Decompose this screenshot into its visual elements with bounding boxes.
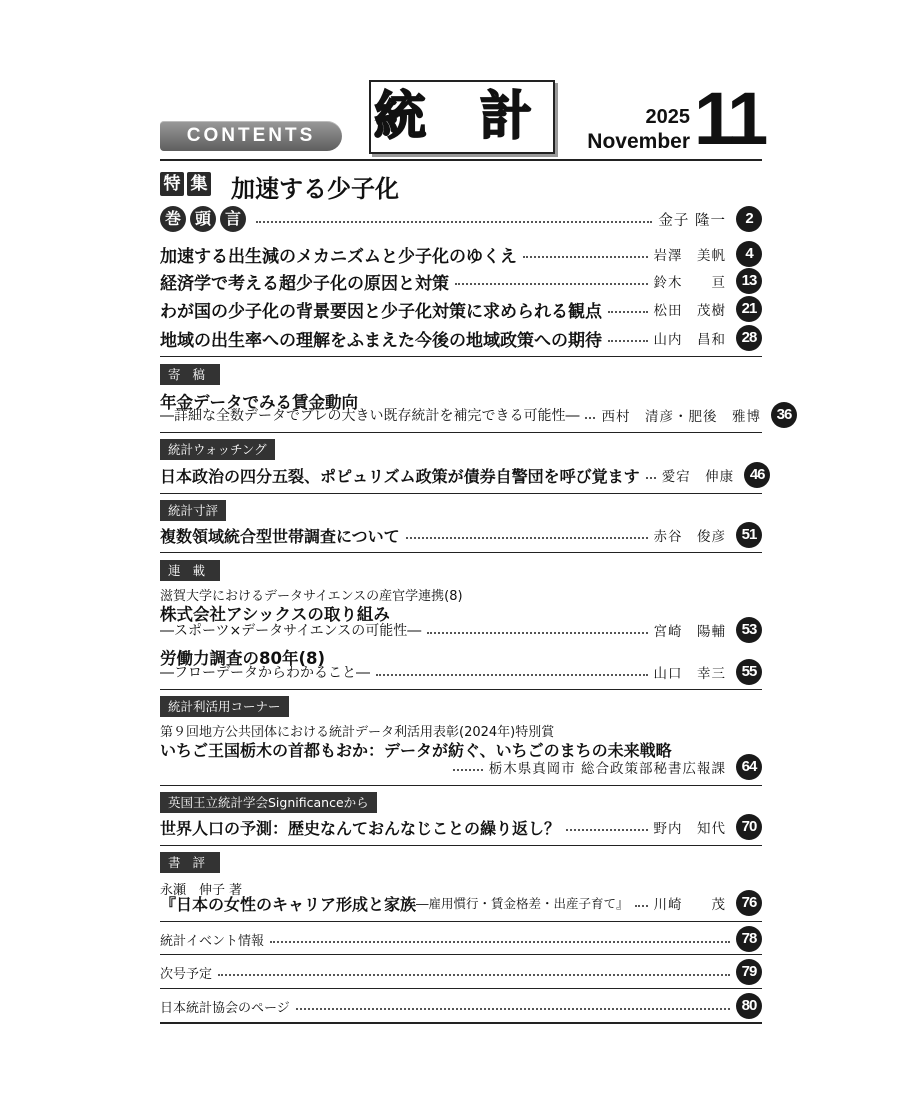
page-number-badge: 21	[736, 296, 762, 322]
entry-subtitle: ―雇用慣行・賃金格差・出産子育て』	[416, 896, 629, 911]
issue-month-name: November	[587, 130, 690, 153]
page-number-badge: 64	[736, 754, 762, 780]
entry-title: 日本政治の四分五裂、ポピュリズム政策が債券自警団を呼び覚ます	[160, 466, 640, 486]
section-rule	[160, 785, 762, 786]
award-title: 第９回地方公共団体における統計データ利活用表彰(2024年)特別賞	[160, 725, 555, 740]
entry-author: 川崎 茂	[653, 897, 726, 913]
toc-entry[interactable]	[160, 889, 762, 917]
toc-entry[interactable]	[160, 267, 762, 295]
section-rule	[160, 988, 762, 989]
page-number-badge: 76	[736, 890, 762, 916]
toc-entry[interactable]	[160, 813, 762, 841]
entry-title: 統計イベント情報	[160, 933, 265, 949]
dot-leader	[455, 283, 648, 285]
dot-leader	[566, 829, 647, 831]
preface-badge-char: 頭	[190, 206, 216, 232]
feature-title: 加速する少子化	[231, 175, 399, 203]
book-author: 永瀬 伸子 著	[160, 883, 243, 898]
dot-leader	[608, 311, 648, 313]
entry-title[interactable]: いちご王国栃木の首都もおか：データが紡ぐ、いちごのまちの未来戦略	[160, 741, 672, 760]
page-number-badge: 55	[736, 659, 762, 685]
page-number-badge: 80	[736, 993, 762, 1019]
entry-author: 松田 茂樹	[653, 303, 726, 319]
entry-author: 鈴木 亘	[653, 275, 726, 291]
toc-entry[interactable]	[160, 753, 762, 781]
section-tag-rensai: 連載	[160, 560, 220, 581]
section-tag-significance: 英国王立統計学会Significanceから	[160, 792, 377, 813]
entry-title: わが国の少子化の背景要因と少子化対策に求められる観点	[160, 301, 602, 322]
contents-label: CONTENTS	[160, 121, 342, 151]
entry-title: 『日本の女性のキャリア形成と家族	[160, 894, 417, 914]
toc-entry[interactable]	[160, 616, 762, 644]
magazine-title: 統 計	[369, 80, 555, 154]
section-rule	[160, 552, 762, 553]
dot-leader	[256, 221, 652, 223]
feature-badge	[160, 172, 214, 196]
page-number-badge: 70	[736, 814, 762, 840]
section-rule	[160, 921, 762, 922]
entry-title[interactable]: 株式会社アシックスの取り組み	[160, 605, 390, 624]
entry-author: 愛宕 伸康	[661, 469, 735, 485]
issue-year: 2025	[645, 106, 690, 128]
entry-subtitle: ―スポーツ×データサイエンスの可能性―	[160, 623, 422, 639]
section-rule	[160, 493, 762, 494]
dot-leader	[646, 477, 656, 479]
section-tag-watching: 統計ウォッチング	[160, 439, 275, 460]
entry-title: 日本統計協会のページ	[160, 1000, 290, 1016]
toc-entry[interactable]	[160, 958, 762, 986]
toc-entry[interactable]	[160, 925, 762, 953]
page-number-badge: 2	[736, 206, 762, 232]
entry-author: 西村 清彦・肥後 雅博	[601, 409, 761, 425]
entry-title: 次号予定	[160, 966, 213, 982]
entry-author: 野内 知代	[653, 821, 726, 837]
section-rule	[160, 356, 762, 357]
preface-badge	[160, 206, 250, 232]
section-tag-sunpyo: 統計寸評	[160, 500, 226, 521]
dot-leader	[376, 674, 648, 676]
page-number-badge: 46	[744, 462, 770, 488]
entry-title: 経済学で考える超少子化の原因と対策	[160, 273, 449, 294]
header-rule	[160, 159, 762, 161]
dot-leader	[270, 941, 730, 943]
page-number-badge: 51	[736, 522, 762, 548]
feature-badge-char: 集	[187, 172, 211, 196]
page-number-badge: 53	[736, 617, 762, 643]
dot-leader	[218, 974, 730, 976]
entry-author: 宮崎 陽輔	[653, 624, 726, 640]
page-number-badge: 13	[736, 268, 762, 294]
dot-leader	[523, 256, 648, 258]
toc-entry[interactable]	[160, 240, 762, 268]
entry-author: 金子 隆一	[658, 212, 726, 229]
dot-leader	[406, 537, 648, 539]
footer-rule	[160, 1022, 762, 1024]
preface-badge-char: 巻	[160, 206, 186, 232]
toc-entry[interactable]	[160, 521, 762, 549]
toc-entry[interactable]	[160, 295, 762, 323]
toc-entry-preface[interactable]	[160, 205, 762, 233]
toc-entry[interactable]	[160, 658, 762, 686]
toc-entry[interactable]	[160, 992, 762, 1020]
entry-title: 世界人口の予測：歴史なんておんなじことの繰り返し？	[160, 818, 561, 838]
entry-author: 栃木県真岡市 総合政策部秘書広報課	[488, 761, 726, 777]
section-rule	[160, 432, 762, 433]
entry-subtitle: ―フローデータからわかること―	[160, 665, 370, 681]
entry-title: 加速する出生減のメカニズムと少子化のゆくえ	[160, 246, 517, 267]
entry-author: 岩澤 美帆	[653, 248, 726, 264]
toc-entry[interactable]	[160, 401, 792, 429]
section-rule	[160, 845, 762, 846]
entry-author: 山口 幸三	[653, 666, 726, 682]
page-number-badge: 4	[736, 241, 762, 267]
feature-badge-char: 特	[160, 172, 184, 196]
dot-leader	[635, 905, 648, 907]
dot-leader	[608, 340, 648, 342]
entry-title[interactable]: 労働力調査の80年(8)	[160, 649, 326, 668]
dot-leader	[296, 1008, 730, 1010]
series-title: 滋賀大学におけるデータサイエンスの産官学連携(8)	[160, 589, 463, 604]
entry-title: 地域の出生率への理解をふまえた今後の地域政策への期待	[160, 330, 602, 351]
dot-leader	[453, 769, 483, 771]
section-rule	[160, 689, 762, 690]
page-number-badge: 36	[771, 402, 797, 428]
page-number-badge: 79	[736, 959, 762, 985]
section-tag-kiko: 寄稿	[160, 364, 220, 385]
section-rule	[160, 954, 762, 955]
issue-month-number: 11	[694, 77, 765, 160]
entry-author: 赤谷 俊彦	[653, 529, 726, 545]
section-tag-riyou: 統計利活用コーナー	[160, 696, 289, 717]
dot-leader	[427, 632, 647, 634]
section-tag-shohyo: 書評	[160, 852, 220, 873]
toc-entry[interactable]	[160, 324, 762, 352]
dot-leader	[585, 417, 595, 419]
entry-subtitle: ―詳細な全数データでブレの大きい既存統計を補完できる可能性―	[160, 408, 580, 424]
preface-badge-char: 言	[220, 206, 246, 232]
entry-title: 複数領域統合型世帯調査について	[160, 526, 400, 546]
page-number-badge: 78	[736, 926, 762, 952]
entry-author: 山内 昌和	[653, 332, 726, 348]
toc-entry[interactable]	[160, 461, 765, 489]
page-number-badge: 28	[736, 325, 762, 351]
entry-title[interactable]: 年金データでみる賃金動向	[160, 393, 358, 412]
